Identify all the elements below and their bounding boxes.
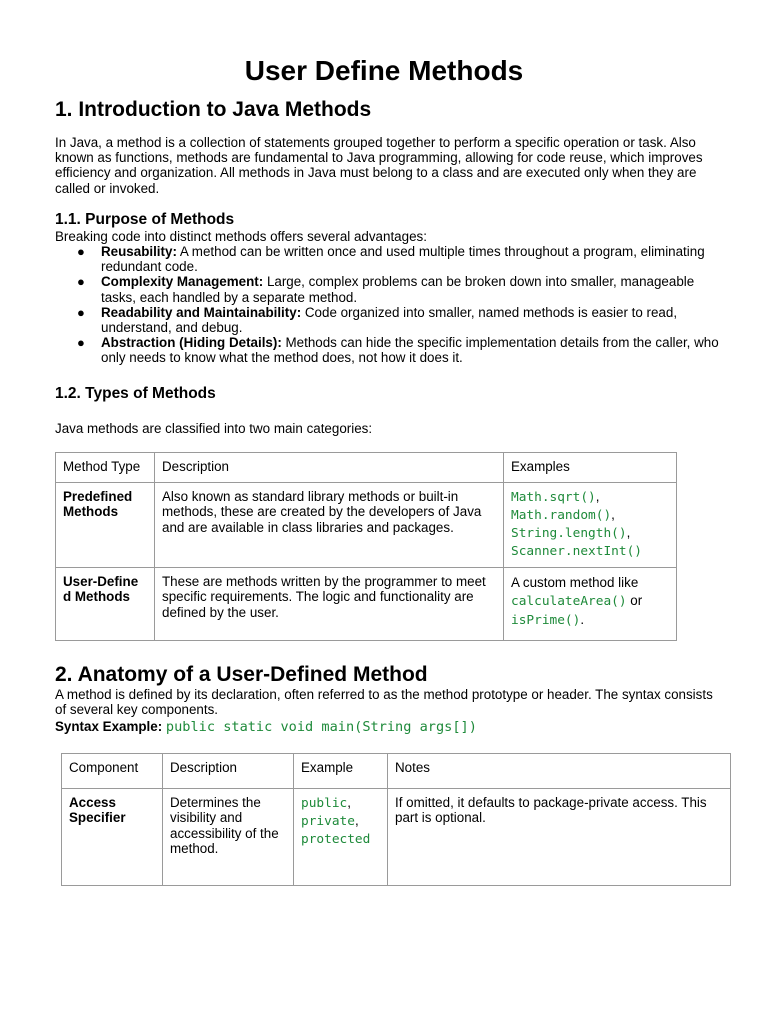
notes-cell: If omitted, it defaults to package-private access. This part is optional. <box>388 789 731 886</box>
bullet-text: Code organized into smaller, named methods is easier to read, understand, and debug. <box>101 304 678 336</box>
code-example: calculateArea() <box>511 594 627 609</box>
table-header-cell: Method Type <box>56 453 155 483</box>
bullet-icon: ● <box>77 274 85 290</box>
example-cell <box>294 789 388 886</box>
code-example: public <box>301 796 348 811</box>
example-separator: , <box>595 489 600 504</box>
syntax-label: Syntax Example: <box>55 719 163 734</box>
section-1-intro: In Java, a method is a collection of statements grouped together to perform a specific operation or task. Also known as functions, methods are fundamental to Java programming, allowing for code reuse, which improves efficiency and organization. All methods in Java must belong to a class and are executed only when they are called or invoked. <box>55 135 703 196</box>
anatomy-table <box>61 753 731 886</box>
bullet-text: Large, complex problems can be broken down into smaller, manageable tasks, each handled by a separate method. <box>101 274 695 305</box>
bullet-term: Abstraction (Hiding Details): <box>101 335 282 351</box>
bullet-term: Readability and Maintainability: <box>101 304 302 320</box>
list-item <box>55 274 720 304</box>
section-1-heading: 1. Introduction to Java Methods <box>55 98 372 121</box>
bullet-text: Methods can hide the specific implementation details from the caller, who only needs to know what the method does, not how it does it. <box>101 335 719 366</box>
code-example: protected <box>301 832 371 847</box>
code-example: Math.sqrt() <box>511 490 596 505</box>
example-separator: , <box>347 795 351 810</box>
example-separator: , <box>354 813 359 828</box>
types-heading: 1.2. Types of Methods <box>55 385 216 402</box>
section-2-heading: 2. Anatomy of a User-Defined Method <box>55 663 428 686</box>
syntax-example <box>55 718 477 736</box>
list-item <box>55 244 720 274</box>
table-row <box>62 789 731 886</box>
bullet-icon: ● <box>77 244 85 259</box>
code-example: String.length() <box>511 526 627 541</box>
list-item <box>55 305 720 335</box>
bullet-term: Reusability: <box>101 244 177 259</box>
purpose-heading: 1.1. Purpose of Methods <box>55 211 235 228</box>
example-middle: or <box>626 593 643 608</box>
method-type-cell: User-Define d Methods <box>56 568 155 641</box>
list-item <box>55 335 720 365</box>
bullet-icon: ● <box>77 335 85 351</box>
examples-cell <box>504 483 677 568</box>
example-prefix: A custom method like <box>511 575 639 590</box>
table-header-cell: Example <box>294 754 388 789</box>
examples-cell <box>504 568 677 641</box>
syntax-code: public static void main(String args[]) <box>165 719 477 735</box>
description-cell: Also known as standard library methods or built-in methods, these are created by the developers of Java and are available in class libraries and packages. <box>155 483 504 568</box>
example-suffix: . <box>580 612 585 627</box>
bullet-icon: ● <box>77 304 85 320</box>
table-header-cell: Description <box>155 453 504 483</box>
purpose-list <box>55 244 720 366</box>
section-2-intro: A method is defined by its declaration, often referred to as the method prototype or header. The syntax consists of several key components. <box>55 687 713 718</box>
table-header-row <box>62 754 731 789</box>
example-separator: , <box>626 525 631 540</box>
component-cell: Access Specifier <box>62 789 163 886</box>
table-header-cell: Notes <box>388 754 731 789</box>
table-header-cell: Component <box>62 754 163 789</box>
description-cell: These are methods written by the programmer to meet specific requirements. The logic and functionality are defined by the user. <box>155 568 504 641</box>
description-cell: Determines the visibility and accessibility of the method. <box>163 789 294 886</box>
purpose-lead: Breaking code into distinct methods offers several advantages: <box>55 229 427 244</box>
document-title: User Define Methods <box>244 55 524 86</box>
table-header-cell: Description <box>163 754 294 789</box>
table-header-row <box>56 453 677 483</box>
table-header-cell: Examples <box>504 453 677 483</box>
code-example: isPrime() <box>511 613 581 628</box>
types-lead: Java methods are classified into two main categories: <box>55 421 373 436</box>
bullet-text: A method can be written once and used multiple times throughout a program, eliminating redundant code. <box>101 244 705 275</box>
table-row <box>56 483 677 568</box>
method-types-table <box>55 452 677 641</box>
table-row <box>56 568 677 641</box>
code-example: Math.random() <box>511 508 612 523</box>
method-type-cell: Predefined Methods <box>56 483 155 568</box>
bullet-term: Complexity Management: <box>101 274 264 290</box>
code-example: Scanner.nextInt() <box>511 544 642 559</box>
code-example: private <box>301 814 355 829</box>
example-separator: , <box>611 507 615 522</box>
